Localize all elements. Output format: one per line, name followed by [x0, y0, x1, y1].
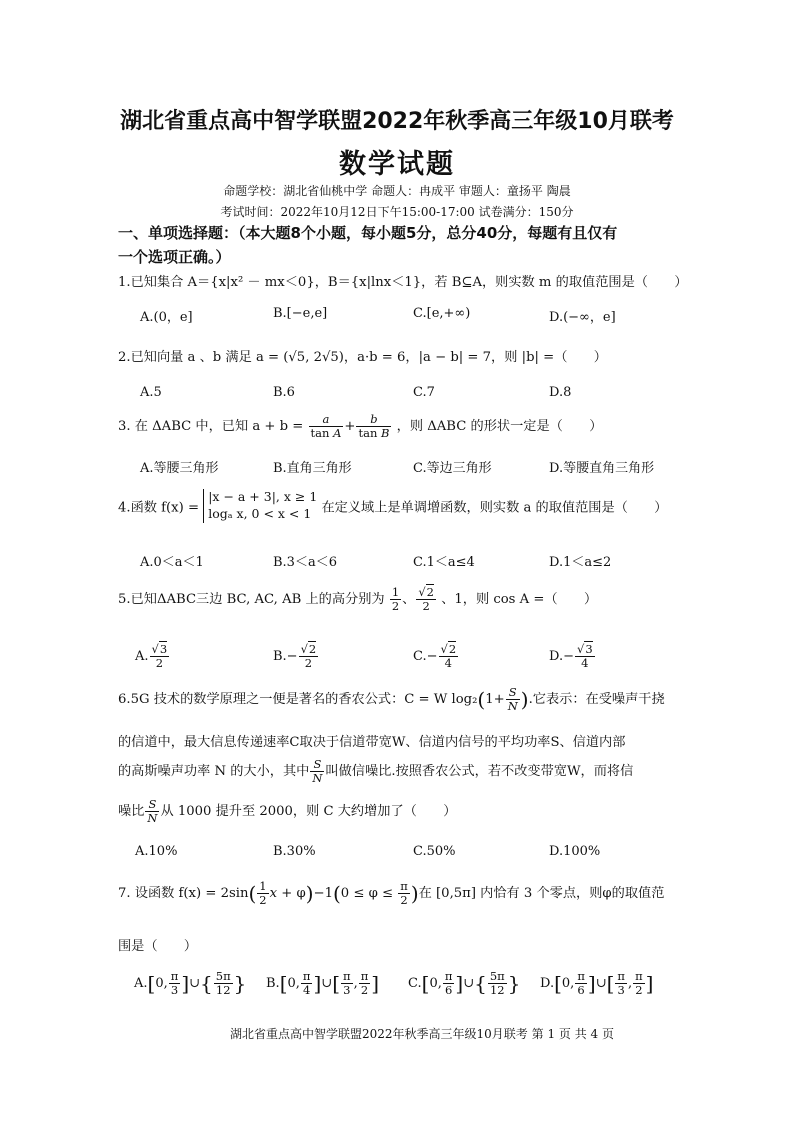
question-6-line-4-pre: 噪比 [118, 804, 145, 820]
option-a-label: A. [135, 649, 149, 665]
option-a-label: A. [134, 976, 148, 992]
question-6-line-3 [118, 758, 633, 785]
question-4-option-c: C.1＜a≤4 [413, 555, 475, 570]
question-5-stem-pre: 5.已知ΔABC三边 BC, AC, AB 上的高分别为 [118, 592, 385, 608]
question-7-option-c: C.[0, $\frac{\pi}{6}$ ]∪{ $\frac{5\pi}{12}$ } [408, 969, 521, 998]
paren-open: ( [477, 687, 486, 712]
option-b-label: B. [266, 976, 280, 992]
question-7-line-1: 7. 设函数 f(x) = 2sin( $\frac{1}{2}$ x + φ)−1(0 ≤ φ ≤ $\frac{\pi}{2}$ )在 [0,5π] 内恰有 3 个零点，则φ的取值范 [118, 879, 665, 908]
question-3-stem: 3. 在 ΔABC 中，已知 a + b = $\frac{a}{\text{tan A}}$ + $\frac{b}{\text{tan B}}$ ，则 ΔABC 的形状一定是（ ） [118, 412, 603, 441]
question-4-option-a: A.0＜a＜1 [140, 555, 204, 570]
paren-open: ( [248, 881, 257, 906]
fraction-sqrt2-over-2: $\frac{√2}{2}$ [418, 585, 434, 614]
option-d-label: D. [540, 976, 555, 992]
question-5-option-b [273, 643, 319, 670]
question-4-stem-pre: 4.函数 f(x) = [118, 500, 199, 516]
question-3-stem-post: ，则 ΔABC 的形状一定是（ ） [396, 419, 603, 435]
option-c-label: C. [408, 976, 422, 992]
fraction-b-over-tanB: $\frac{b}{\text{tan B}}$ [358, 412, 390, 441]
question-6-line-4 [118, 798, 456, 825]
piecewise-case-1: |x − a + 3|, x ≥ 1 [208, 489, 318, 504]
question-6-option-b: B.30% [273, 844, 316, 859]
question-5-option-c [413, 643, 459, 670]
question-1-option-a: A.(0，e] [140, 310, 193, 325]
question-5-option-a [135, 643, 170, 670]
question-7-option-b: B.[0, $\frac{\pi}{4}$ ]∪[ $\frac{\pi}{3}$ , $\frac{\pi}{2}$ ] [266, 969, 380, 998]
question-7-line-2: 围是（ ） [118, 939, 198, 954]
question-3-option-c: C.等边三角形 [413, 461, 492, 476]
paren-close: ) [520, 687, 529, 712]
question-4-option-b: B.3＜a＜6 [273, 555, 337, 570]
section-heading-cont: 一个选项正确。） [118, 248, 231, 266]
question-7-line-1-pre: 7. 设函数 f(x) = 2sin [118, 886, 249, 902]
question-6-line-1: 6.5G 技术的数学原理之一便是著名的香农公式：C = W log₂(1+ $\frac{S}{N}$ ).它表示：在受噪声干挠 [118, 685, 665, 714]
question-5-stem-post: 、1，则 cos A =（ ） [441, 592, 598, 608]
paren-close: ) [410, 881, 419, 906]
fraction-sqrt2-over-2-b: $\frac{√2}{2}$ [300, 642, 317, 671]
fraction-sqrt2-over-4: $\frac{√2}{4}$ [440, 642, 457, 671]
question-3-option-d: D.等腰直角三角形 [549, 461, 655, 476]
question-1-stem: 1.已知集合 A＝{x|x² － mx＜0}，B＝{x|lnx＜1}，若 B⊆A，则实数 m 的取值范围是（ ） [118, 275, 688, 290]
option-c-label: C.− [413, 649, 438, 665]
paren-open: ( [332, 881, 341, 906]
question-2-stem: 2.已知向量 a 、b 满足 a = (√5, 2√5)，a·b = 6，|a − b| = 7，则 |b| =（ ） [118, 350, 607, 365]
question-4-option-d: D.1＜a≤2 [549, 555, 612, 570]
meta-time: 考试时间：2022年10月12日下午15:00-17:00 试卷满分：150分 [220, 205, 574, 219]
fraction-pi-over-2: $\frac{\pi}{2}$ [400, 879, 408, 908]
fraction-a-over-tanA: $\frac{a}{\text{tan A}}$ [310, 412, 342, 441]
piecewise-function [203, 489, 317, 523]
question-6-line-1-post: .它表示：在受噪声干挠 [528, 692, 665, 708]
fraction-one-half: $\frac{1}{2}$ [391, 585, 400, 614]
question-1-option-c: C.[e,+∞) [413, 306, 471, 321]
option-d-label: D.− [549, 649, 574, 665]
question-3-stem-pre: 3. 在 ΔABC 中，已知 a + b = [118, 419, 304, 435]
question-2-option-a: A.5 [140, 385, 162, 400]
question-6-line-2: 的信道中，最大信息传递速率C取决于信道带宽W、信道内信号的平均功率S、信道内部 [118, 735, 626, 750]
question-5-stem: 5.已知ΔABC三边 BC, AC, AB 上的高分别为 $\frac{1}{2}$ 、 $\frac{√2}{2}$ 、1，则 cos A =（ ） [118, 585, 598, 614]
section-heading: 一、单项选择题：（本大题8个小题，每小题5分，总分40分，每题有且仅有 [118, 224, 618, 242]
fraction-s-over-n-2: $\frac{S}{N}$ [312, 757, 323, 786]
question-6-line-1-pre: 6.5G 技术的数学原理之一便是著名的香农公式：C = W log₂ [118, 692, 478, 708]
paren-close: ) [305, 881, 314, 906]
piecewise-case-2: logₐ x, 0 < x < 1 [208, 505, 312, 521]
question-3-option-a: A.等腰三角形 [140, 461, 219, 476]
question-6-option-a: A.10% [135, 844, 178, 859]
question-6-line-3-post: 叫做信噪比.按照香农公式，若不改变带宽W，而将信 [325, 764, 634, 780]
option-b-label: B.− [273, 649, 298, 665]
question-7-option-d: D.[0, $\frac{\pi}{6}$ ]∪[ $\frac{\pi}{3}$ , $\frac{\pi}{2}$ ] [540, 969, 654, 998]
question-7-line-1-mid: −1 [313, 886, 333, 902]
question-6-line-3-pre: 的高斯噪声功率 N 的大小，其中 [118, 764, 310, 780]
exam-title: 湖北省重点高中智学联盟2022年秋季高三年级10月联考 [120, 109, 674, 134]
question-7-option-a: A.[0, $\frac{\pi}{3}$ ]∪{ $\frac{5\pi}{12}$ } [134, 969, 247, 998]
fraction-sqrt3-over-4: $\frac{√3}{4}$ [576, 642, 593, 671]
fraction-sqrt3-over-2: $\frac{√3}{2}$ [151, 642, 168, 671]
page-footer: 湖北省重点高中智学联盟2022年秋季高三年级10月联考 第 1 页 共 4 页 [230, 1027, 614, 1041]
fraction-s-over-n-3: $\frac{S}{N}$ [147, 797, 158, 826]
question-5-option-d [549, 643, 596, 670]
question-4-stem-post: 在定义域上是单调增函数，则实数 a 的取值范围是（ ） [321, 500, 668, 516]
question-1-option-d: D.(−∞，e] [549, 310, 616, 325]
question-2-option-b: B.6 [273, 385, 295, 400]
question-4-stem [118, 489, 667, 523]
exam-subject: 数学试题 [339, 149, 455, 180]
fraction-s-over-n: $\frac{S}{N}$ [507, 685, 518, 714]
question-2-option-d: D.8 [549, 385, 572, 400]
question-6-line-4-post: 从 1000 提升至 2000，则 C 大约增加了（ ） [160, 804, 457, 820]
question-2-option-c: C.7 [413, 385, 435, 400]
question-7-line-1-post: 在 [0,5π] 内恰有 3 个零点，则φ的取值范 [418, 886, 665, 902]
meta-authors: 命题学校：湖北省仙桃中学 命题人：冉成平 审题人：童扬平 陶晨 [223, 184, 571, 198]
question-1-option-b: B.[−e,e] [273, 306, 328, 321]
question-6-option-d: D.100% [549, 844, 601, 859]
fraction-one-half: $\frac{1}{2}$ [259, 879, 267, 908]
question-6-option-c: C.50% [413, 844, 456, 859]
question-3-option-b: B.直角三角形 [273, 461, 352, 476]
